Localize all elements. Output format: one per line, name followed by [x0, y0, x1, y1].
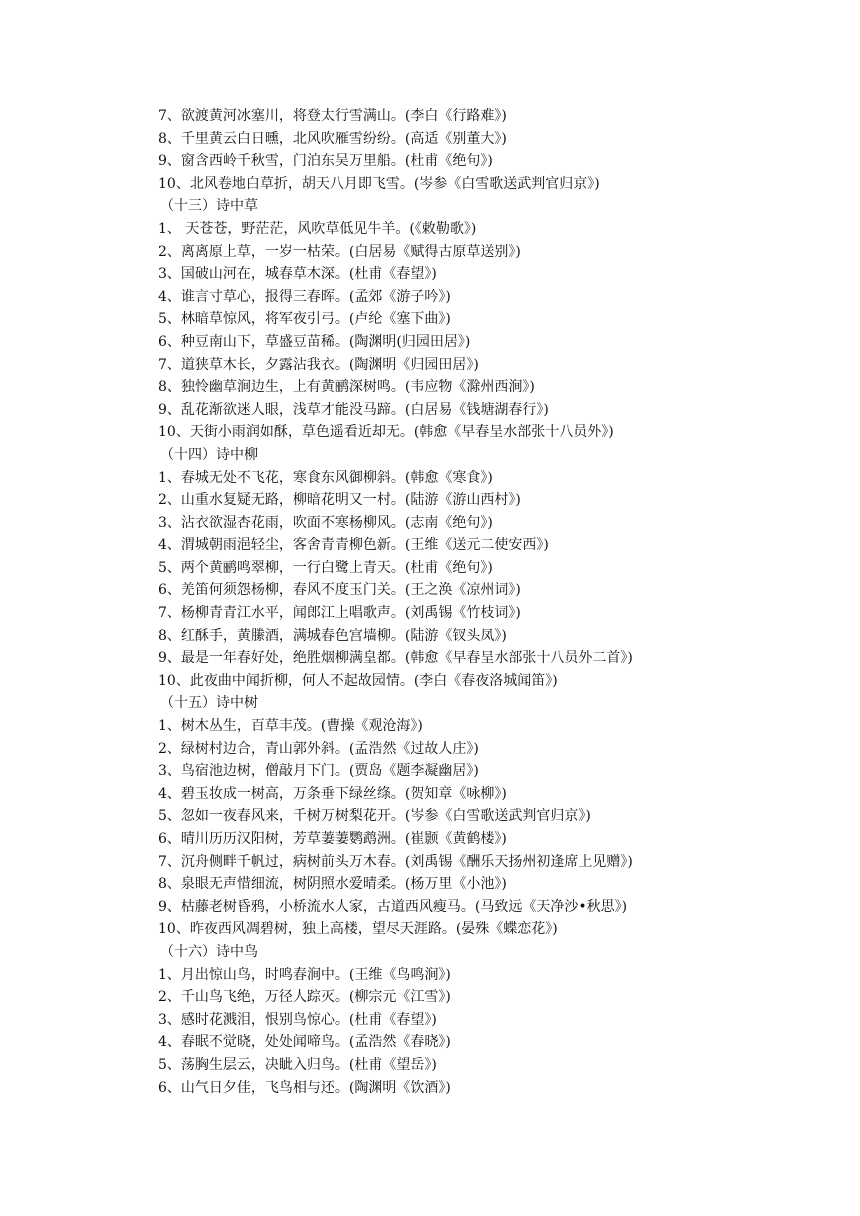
poem-line: 2、山重水复疑无路，柳暗花明又一村。(陆游《游山西村》) — [158, 492, 521, 509]
poem-line: 9、窗含西岭千秋雪，门泊东吴万里船。(杜甫《绝句》) — [158, 153, 493, 170]
poem-line: 2、千山鸟飞绝，万径人踪灭。(柳宗元《江雪》) — [158, 989, 451, 1006]
section-heading: （十三）诗中草 — [160, 198, 258, 215]
poem-line: 4、碧玉妆成一树高，万条垂下绿丝绦。(贺知章《咏柳》) — [158, 785, 507, 802]
poem-line: 8、独怜幽草涧边生，上有黄鹂深树鸣。(韦应物《滁州西涧》) — [158, 379, 535, 396]
poem-line: 4、春眠不觉晓，处处闻啼鸟。(孟浩然《春晓》) — [158, 1034, 451, 1051]
poem-line: 6、山气日夕佳，飞鸟相与还。(陶渊明《饮酒》) — [158, 1079, 451, 1096]
poem-line: 1、树木丛生，百草丰茂。(曹操《观沧海》) — [158, 718, 423, 735]
poem-line: 5、荡胸生层云，决眦入归鸟。(杜甫《望岳》) — [158, 1056, 437, 1073]
poem-line: 5、忽如一夜春风来，千树万树梨花开。(岑参《白雪歌送武判官归京》) — [158, 808, 591, 825]
poem-line: 10、天街小雨润如酥，草色遥看近却无。(韩愈《早春呈水部张十八员外》) — [158, 424, 614, 441]
poem-line: 7、道狭草木长，夕露沾我衣。(陶渊明《归园田居》) — [158, 356, 479, 373]
poem-line: 4、渭城朝雨浥轻尘，客舍青青柳色新。(王维《送元二使安西》) — [158, 537, 549, 554]
poem-line: 9、乱花渐欲迷人眼，浅草才能没马蹄。(白居易《钱塘湖春行》) — [158, 401, 549, 418]
poem-line: 3、沾衣欲湿杏花雨，吹面不寒杨柳风。(志南《绝句》) — [158, 514, 493, 531]
poem-line: 6、种豆南山下，草盛豆苗稀。(陶渊明(归园田居》) — [158, 333, 471, 350]
poem-line: 1、春城无处不飞花，寒食东风御柳斜。(韩愈《寒食》) — [158, 469, 493, 486]
poem-line: 6、晴川历历汉阳树，芳草萋萋鹦鹉洲。(崔颢《黄鹤楼》) — [158, 831, 507, 847]
poem-line: 3、鸟宿池边树，僧敲月下门。(贾岛《题李凝幽居》) — [158, 763, 479, 780]
poem-line: 9、最是一年春好处，绝胜烟柳满皇都。(韩愈《早春呈水部张十八员外二首》) — [158, 650, 633, 667]
poem-line: 7、欲渡黄河冰塞川，将登太行雪满山。(李白《行路难》) — [158, 108, 507, 124]
poem-line: 8、千里黄云白日曛，北风吹雁雪纷纷。(高适《别董大》) — [158, 130, 507, 147]
poem-line: 5、林暗草惊风，将军夜引弓。(卢纶《塞下曲》) — [158, 311, 451, 328]
poem-line: 7、杨柳青青江水平，闻郎江上唱歌声。(刘禹锡《竹枝词》) — [158, 605, 521, 622]
poem-line: 8、泉眼无声惜细流，树阴照水爱晴柔。(杨万里《小池》) — [158, 876, 507, 893]
poem-line: 3、感时花溅泪，恨别鸟惊心。(杜甫《春望》) — [158, 1011, 437, 1028]
section-heading: （十五）诗中树 — [160, 695, 258, 712]
poem-line: 10、此夜曲中闻折柳，何人不起故园情。(李白《春夜洛城闻笛》) — [158, 672, 558, 689]
section-heading: （十六）诗中鸟 — [160, 943, 258, 960]
poem-line: 4、谁言寸草心，报得三春晖。(孟郊《游子吟》) — [158, 288, 451, 305]
poem-line: 2、绿树村边合，青山郭外斜。(孟浩然《过故人庄》) — [158, 740, 479, 757]
poem-line: 2、离离原上草，一岁一枯荣。(白居易《赋得古原草送别》) — [158, 243, 521, 260]
poem-line: 9、枯藤老树昏鸦，小桥流水人家，古道西风瘦马。(马致远《天净沙•秋思》) — [158, 898, 628, 915]
poem-line: 1、月出惊山鸟，时鸣春涧中。(王维《鸟鸣涧》) — [158, 966, 451, 983]
poem-line: 1、 天苍苍，野茫茫，风吹草低见牛羊。(《敕勒歌》) — [158, 220, 477, 237]
poem-line: 8、红酥手，黄縢酒，满城春色宫墙柳。(陆游《钗头凤》) — [158, 627, 507, 644]
poem-line: 5、两个黄鹂鸣翠柳，一行白鹭上青天。(杜甫《绝句》) — [158, 559, 493, 576]
poem-line: 6、羌笛何须怨杨柳，春风不度玉门关。(王之涣《凉州词》) — [158, 582, 521, 599]
document-page — [158, 105, 838, 1099]
poem-line: 10、昨夜西风凋碧树，独上高楼，望尽天涯路。(晏殊《蝶恋花》) — [158, 921, 558, 938]
section-heading: （十四）诗中柳 — [160, 446, 258, 463]
poem-line: 3、国破山河在，城春草木深。(杜甫《春望》) — [158, 266, 437, 283]
poem-line: 10、北风卷地白草折，胡天八月即飞雪。(岑参《白雪歌送武判官归京》) — [158, 175, 600, 192]
poem-line: 7、沉舟侧畔千帆过，病树前头万木春。(刘禹锡《酬乐天扬州初逢席上见赠》) — [158, 853, 633, 870]
